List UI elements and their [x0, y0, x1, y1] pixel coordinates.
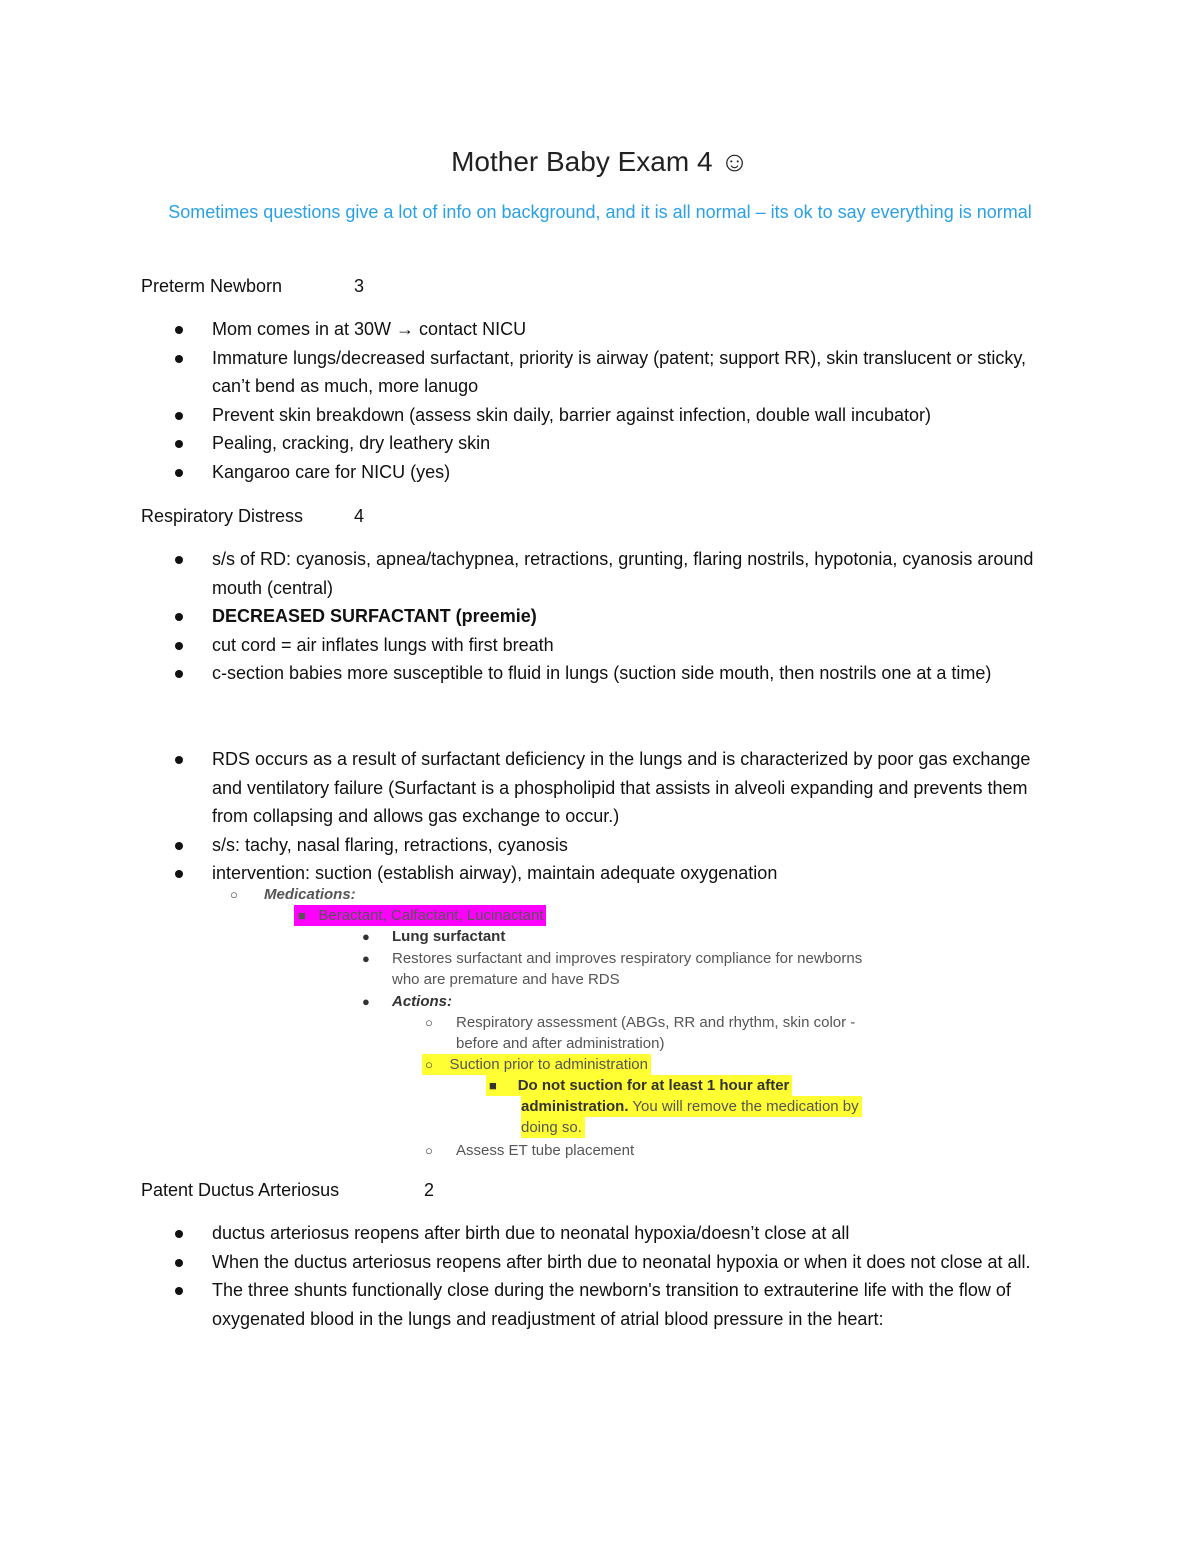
section-heading-respiratory: [141, 502, 365, 530]
hollow-bullet-icon: ○: [425, 1057, 433, 1072]
warning-highlight-line3: [521, 1117, 585, 1138]
bullet-icon: [175, 326, 183, 334]
bullet-icon: [175, 1287, 183, 1295]
bullet-icon: [175, 756, 183, 764]
warning-line: administration.: [521, 1098, 629, 1115]
bullet-icon: [175, 642, 183, 650]
med-description-line2: who are premature and have RDS: [392, 971, 620, 988]
bullet-icon: [175, 670, 183, 678]
list-item: Immature lungs/decreased surfactant, priority is airway (patent; support RR), skin translucent or sticky, can’t bend as much, more lanugo: [0, 344, 1062, 401]
action-line: Respiratory assessment (ABGs, RR and rhythm, skin color -: [456, 1014, 856, 1031]
respiratory-bullet-list-a: [0, 545, 1062, 688]
bullet-icon: ●: [362, 994, 370, 1009]
bullet-icon: [175, 842, 183, 850]
list-item: RDS occurs as a result of surfactant deficiency in the lungs and is characterized by poor gas exchange and ventilatory failure (Surfactant is a phospholipid that assists in alveoli expanding and prevents them from collapsing and allows gas exchange to occur.): [0, 745, 1062, 831]
bullet-icon: [175, 1230, 183, 1238]
list-item: c-section babies more susceptible to fluid in lungs (suction side mouth, then nostrils one at a time): [0, 659, 1062, 688]
list-item: s/s of RD: cyanosis, apnea/tachypnea, retractions, grunting, flaring nostrils, hypotonia, cyanosis around mouth (central): [0, 545, 1062, 602]
suction-highlight: [422, 1054, 651, 1075]
preterm-bullet-list: [0, 315, 1062, 486]
bullet-icon: ●: [362, 929, 370, 944]
drug-names: Beractant, Calfactant, Lucinactant: [318, 907, 544, 924]
action-line: Assess ET tube placement: [456, 1142, 635, 1159]
list-item: Kangaroo care for NICU (yes): [0, 458, 1062, 487]
bullet-icon: [175, 469, 183, 477]
section-heading-pda: [141, 1176, 435, 1204]
warning-line: Do not suction for at least 1 hour after: [517, 1077, 790, 1094]
drug-names-highlight: [294, 905, 546, 926]
list-item: s/s: tachy, nasal flaring, retractions, cyanosis: [0, 831, 1062, 860]
section-heading-label: Patent Ductus Arteriosus: [141, 1180, 340, 1200]
action-line: before and after administration): [456, 1035, 665, 1052]
square-bullet-icon: ■: [489, 1078, 497, 1093]
bullet-icon: [175, 613, 183, 621]
respiratory-bullet-list-b: [0, 745, 1062, 888]
list-item: The three shunts functionally close during the newborn's transition to extrauterine life with the flow of oxygenated blood in the lungs and readjustment of atrial blood pressure in the heart:: [0, 1276, 1062, 1333]
list-item: Pealing, cracking, dry leathery skin: [0, 429, 1062, 458]
bullet-icon: ●: [362, 951, 370, 966]
hollow-bullet-icon: ○: [230, 887, 238, 902]
bullet-icon: [175, 870, 183, 878]
section-heading-label: Respiratory Distress: [141, 506, 304, 526]
bullet-icon: [175, 440, 183, 448]
warning-highlight-line1: [486, 1075, 792, 1096]
section-count: 2: [424, 1180, 435, 1200]
section-count: 4: [354, 506, 365, 526]
warning-highlight-line2: [521, 1096, 862, 1117]
warning-line: doing so.: [521, 1119, 582, 1136]
bullet-icon: [175, 556, 183, 564]
bullet-icon: [175, 1259, 183, 1267]
section-heading-label: Preterm Newborn: [141, 276, 283, 296]
bullet-icon: [175, 355, 183, 363]
list-item: DECREASED SURFACTANT (preemie): [0, 602, 1062, 631]
medications-label: Medications:: [264, 886, 356, 903]
page-subtitle: Sometimes questions give a lot of info on background, and it is all normal – its ok to say everything is normal: [168, 202, 1032, 222]
warning-line: You will remove the medication by: [628, 1098, 859, 1115]
list-item: Mom comes in at 30W → contact NICU: [0, 315, 1062, 344]
list-item: cut cord = air inflates lungs with first breath: [0, 631, 1062, 660]
section-heading-preterm: [141, 272, 365, 300]
list-item: Prevent skin breakdown (assess skin daily, barrier against infection, double wall incubator): [0, 401, 1062, 430]
actions-label: Actions:: [392, 993, 452, 1010]
lung-surfactant: Lung surfactant: [392, 928, 506, 945]
list-item: When the ductus arteriosus reopens after birth due to neonatal hypoxia or when it does not close at all.: [0, 1248, 1062, 1277]
bullet-icon: [175, 412, 183, 420]
pda-bullet-list: [0, 1219, 1062, 1333]
hollow-bullet-icon: ○: [425, 1143, 433, 1158]
square-bullet-icon: ■: [298, 908, 306, 923]
section-count: 3: [354, 276, 365, 296]
list-item: ductus arteriosus reopens after birth due to neonatal hypoxia/doesn’t close at all: [0, 1219, 1062, 1248]
med-description-line1: Restores surfactant and improves respiratory compliance for newborns: [392, 950, 863, 967]
hollow-bullet-icon: ○: [425, 1015, 433, 1030]
page-title: Mother Baby Exam 4 ☺: [451, 146, 749, 177]
list-item: intervention: suction (establish airway), maintain adequate oxygenation: [0, 859, 1062, 888]
action-line: Suction prior to administration: [449, 1056, 648, 1073]
